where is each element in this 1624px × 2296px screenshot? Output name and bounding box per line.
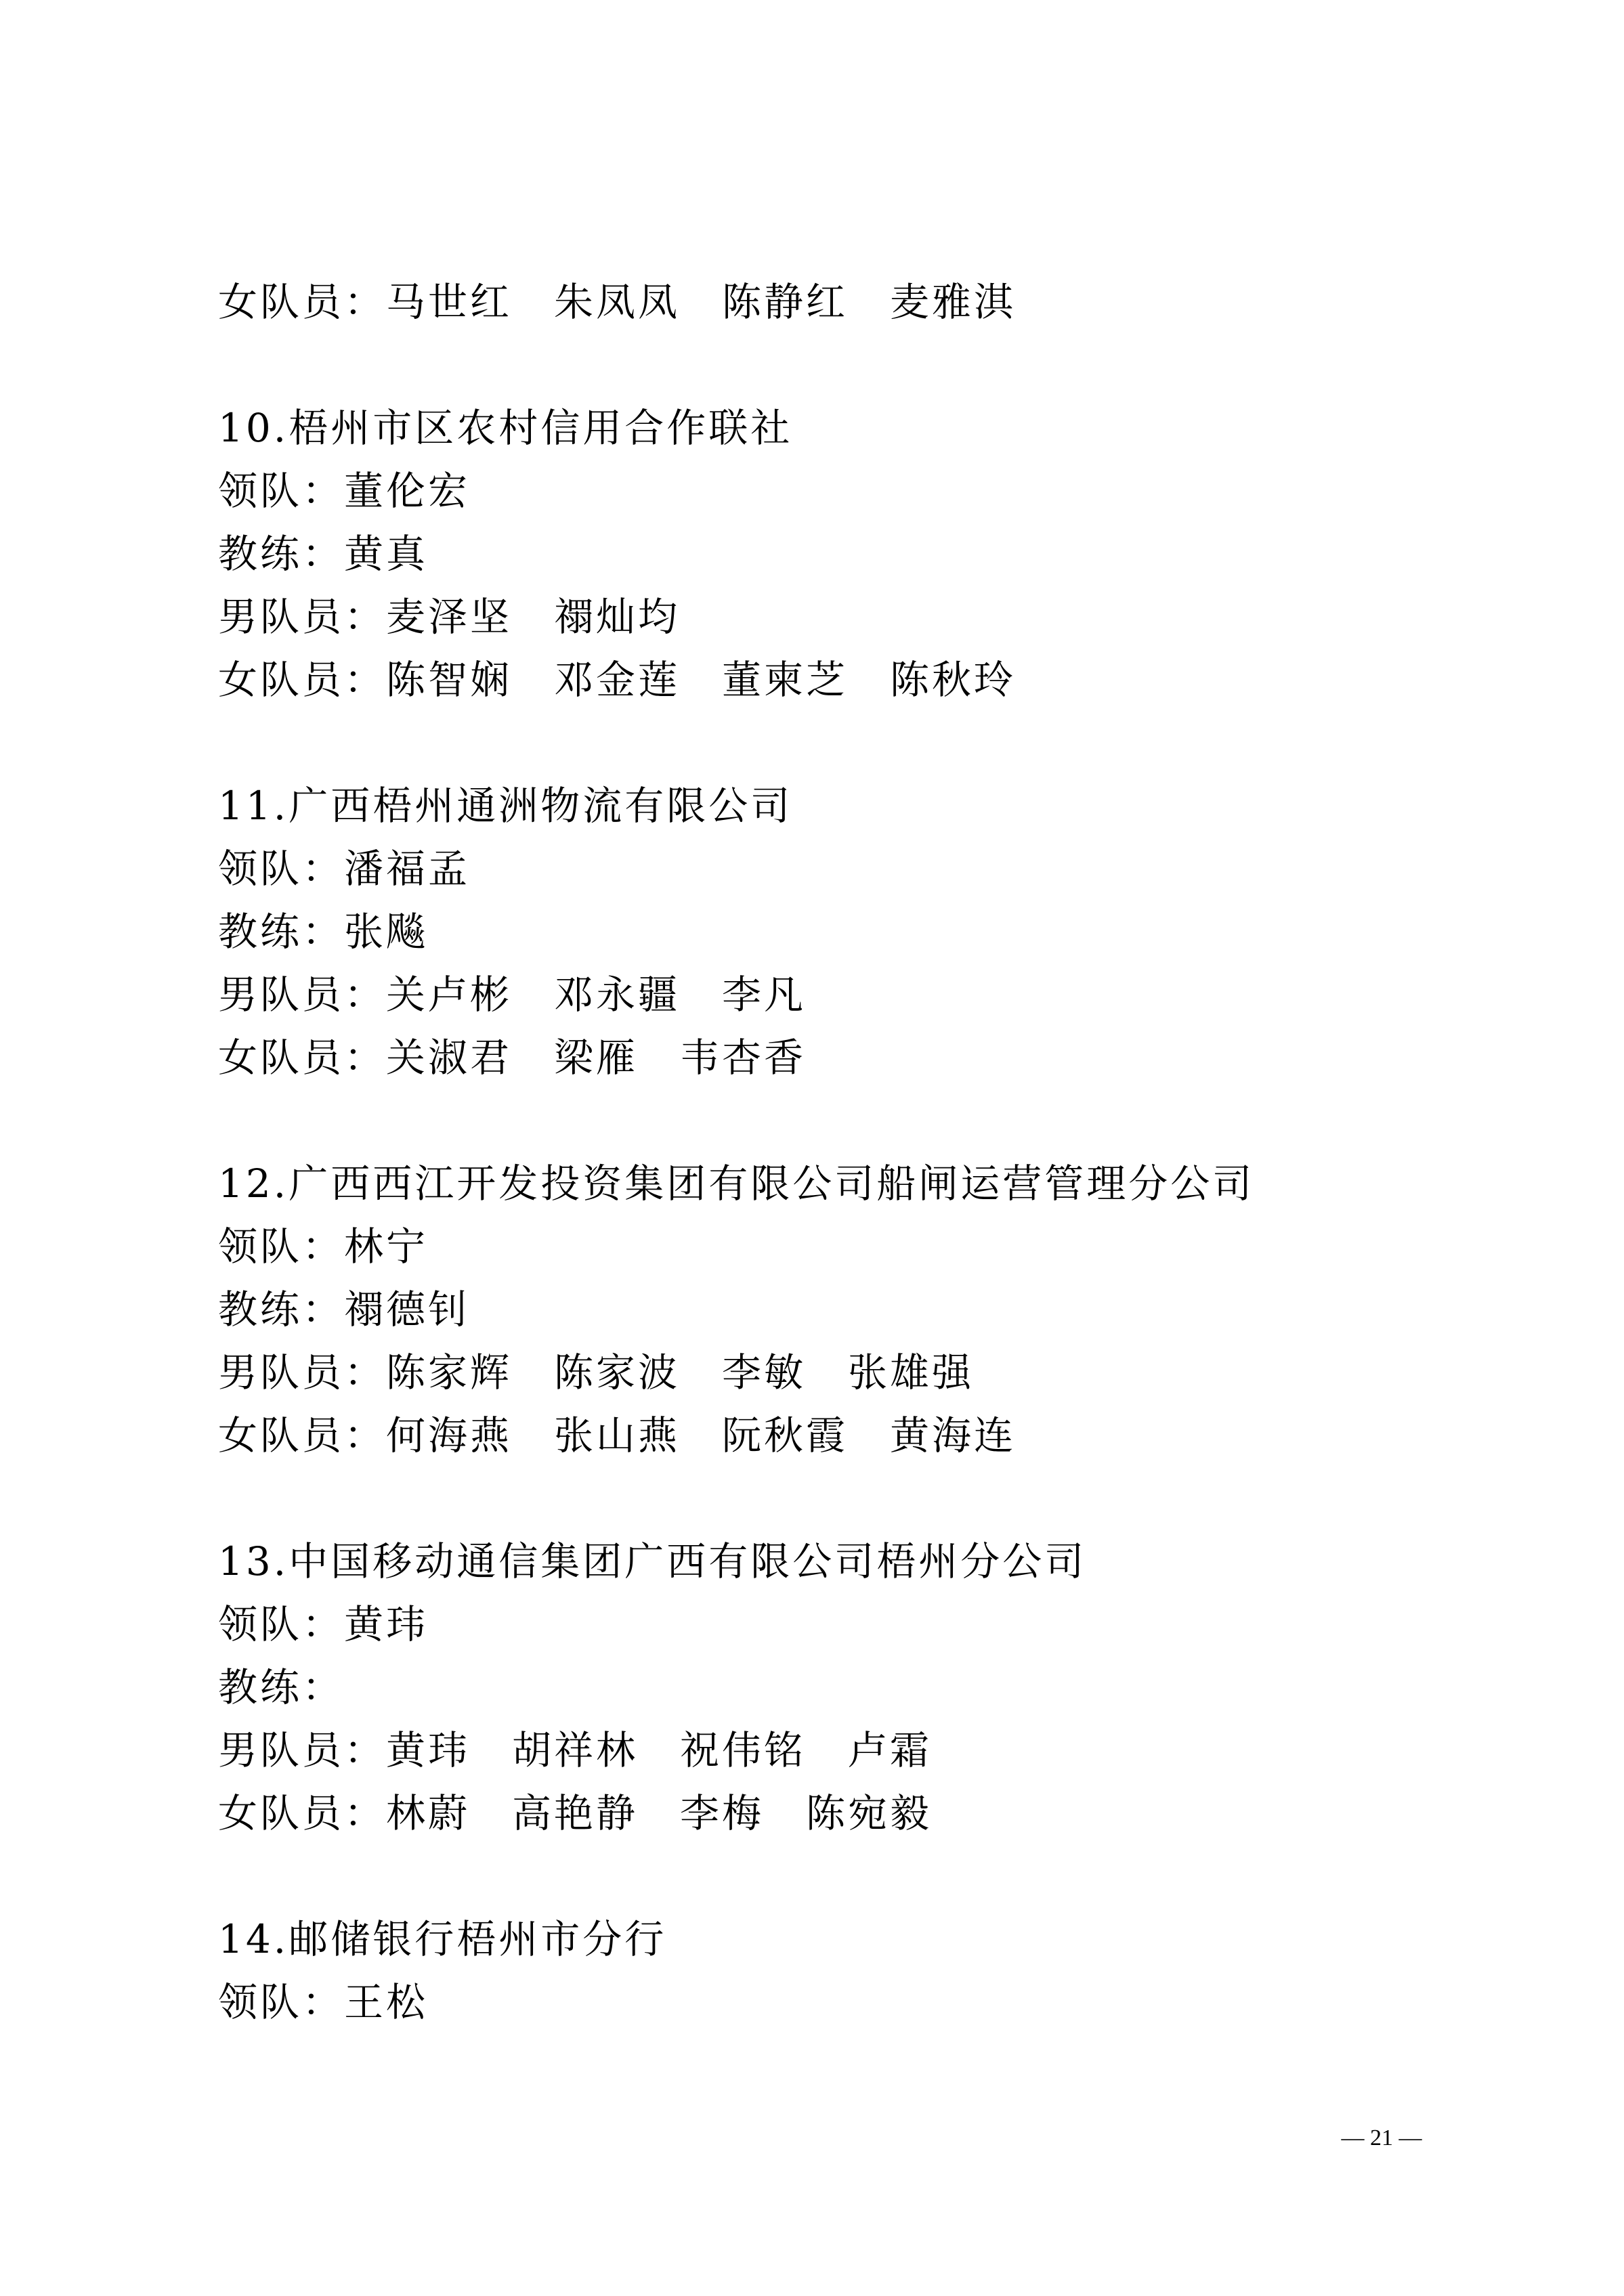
section-gap (218, 1089, 1437, 1152)
team-leader-line: 领队：林宁 (218, 1223, 429, 1270)
team-leader-line: 领队：王松 (218, 1979, 429, 2025)
section-gap (218, 1845, 1437, 1908)
section-gap (218, 334, 1437, 397)
team-title: 12.广西西江开发投资集团有限公司船闸运营管理分公司 (218, 1161, 1255, 1207)
male-players-line: 男队员：陈家辉 陈家波 李敏 张雄强 (218, 1349, 975, 1395)
document-body (218, 271, 1437, 2034)
coach-line: 教练：张飚 (218, 909, 429, 955)
team-leader-line: 领队：潘福孟 (218, 846, 471, 892)
team-leader-line: 领队：董伦宏 (218, 468, 471, 514)
section-gap (218, 712, 1437, 775)
male-players-line: 男队员：麦泽坚 禤灿均 (218, 594, 681, 640)
female-players-line: 女队员：陈智娴 邓金莲 董柬芝 陈秋玲 (218, 657, 1017, 703)
coach-line: 教练：黄真 (218, 531, 429, 577)
team-title: 10.梧州市区农村信用合作联社 (218, 405, 793, 451)
male-players-line: 男队员：黄玮 胡祥林 祝伟铭 卢霜 (218, 1727, 933, 1773)
team-leader-line: 领队：黄玮 (218, 1601, 429, 1647)
page-number: — 21 — (1341, 2125, 1422, 2150)
coach-line: 教练： (218, 1664, 345, 1710)
team-title: 14.邮储银行梧州市分行 (218, 1916, 667, 1962)
coach-line: 教练：禤德钊 (218, 1286, 471, 1333)
female-players-line: 女队员：林蔚 高艳静 李梅 陈宛毅 (218, 1790, 933, 1836)
section-gap (218, 1467, 1437, 1530)
female-players-line: 女队员：马世红 朱凤凤 陈静红 麦雅淇 (218, 279, 1017, 325)
male-players-line: 男队员：关卢彬 邓永疆 李凡 (218, 972, 807, 1018)
female-players-line: 女队员：何海燕 张山燕 阮秋霞 黄海连 (218, 1412, 1017, 1458)
team-title: 11.广西梧州通洲物流有限公司 (218, 783, 793, 829)
female-players-line: 女队员：关淑君 梁雁 韦杏香 (218, 1035, 807, 1081)
team-title: 13.中国移动通信集团广西有限公司梧州分公司 (218, 1538, 1087, 1584)
